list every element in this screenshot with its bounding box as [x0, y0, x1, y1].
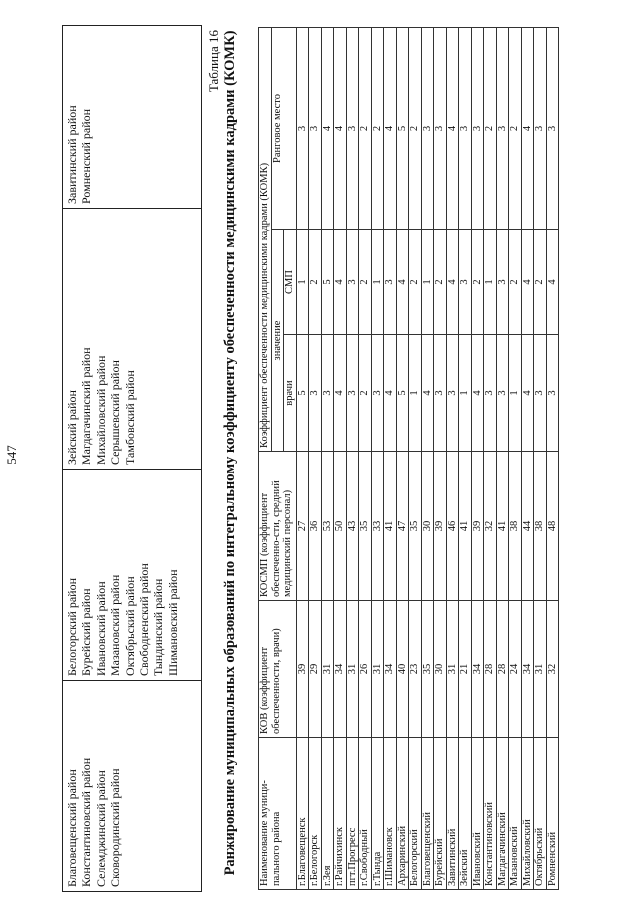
cell-name: Бурейский [434, 738, 447, 890]
cell-kov: 30 [434, 601, 447, 738]
cell-kov: 29 [309, 601, 322, 738]
cell-kov: 24 [509, 601, 522, 738]
table-row [421, 27, 434, 889]
cell-name: Мазановский [509, 738, 522, 890]
cell-smp: 1 [421, 230, 434, 335]
cell-rank: 2 [484, 27, 497, 229]
district-item: Сковородинский район [108, 768, 123, 887]
district-item: Константиновский район [79, 757, 94, 887]
cell-smp: 5 [321, 230, 334, 335]
district-group-3 [63, 209, 202, 470]
table-row [471, 27, 484, 889]
cell-kosmp: 43 [346, 452, 359, 601]
cell-rank: 4 [321, 27, 334, 229]
table-row [484, 27, 497, 889]
district-item: Мазановский район [108, 574, 123, 676]
table-row [309, 27, 322, 889]
cell-name: Зейский [459, 738, 472, 890]
table-row [534, 27, 547, 889]
district-item: Шимановский район [165, 569, 180, 676]
cell-doctors: 4 [521, 335, 534, 452]
cell-name: г.Зея [321, 738, 334, 890]
cell-rank: 2 [359, 27, 372, 229]
district-item: Октябрьский район [122, 576, 137, 676]
header-rank: Ранговое место [271, 27, 296, 229]
cell-name: г.Свободный [359, 738, 372, 890]
cell-doctors: 3 [434, 335, 447, 452]
cell-name: г.Белогорск [309, 738, 322, 890]
table-row [434, 27, 447, 889]
cell-kov: 28 [496, 601, 509, 738]
cell-kov: 31 [446, 601, 459, 738]
cell-kosmp: 53 [321, 452, 334, 601]
cell-doctors: 4 [421, 335, 434, 452]
ranking-table-body [296, 27, 559, 889]
cell-kov: 34 [521, 601, 534, 738]
cell-doctors: 5 [396, 335, 409, 452]
cell-name: г.Тында [371, 738, 384, 890]
cell-rank: 4 [521, 27, 534, 229]
cell-kov: 31 [534, 601, 547, 738]
ranking-table [258, 27, 559, 890]
cell-smp: 2 [471, 230, 484, 335]
cell-name: г.Благовещенск [296, 738, 309, 890]
cell-rank: 4 [384, 27, 397, 229]
cell-smp: 2 [409, 230, 422, 335]
cell-doctors: 2 [359, 335, 372, 452]
cell-name: Ивановский [471, 738, 484, 890]
district-group-4 [63, 26, 202, 209]
district-group-1 [63, 681, 202, 892]
cell-rank: 3 [434, 27, 447, 229]
cell-doctors: 4 [471, 335, 484, 452]
cell-smp: 4 [396, 230, 409, 335]
table-row [359, 27, 372, 889]
district-groups-row [63, 26, 202, 892]
cell-kosmp: 36 [309, 452, 322, 601]
cell-name: Магдагачинский [496, 738, 509, 890]
cell-kov: 31 [346, 601, 359, 738]
header-value: значение [271, 230, 284, 452]
table-row [334, 27, 347, 889]
ranking-table-header [259, 27, 297, 889]
district-groups-table [62, 25, 202, 892]
cell-smp: 2 [359, 230, 372, 335]
table-row [459, 27, 472, 889]
cell-kosmp: 30 [421, 452, 434, 601]
table-row [346, 27, 359, 889]
cell-smp: 2 [534, 230, 547, 335]
cell-doctors: 5 [296, 335, 309, 452]
cell-name: Завитинский [446, 738, 459, 890]
cell-smp: 1 [484, 230, 497, 335]
cell-kosmp: 39 [434, 452, 447, 601]
cell-kosmp: 48 [546, 452, 559, 601]
cell-kov: 32 [546, 601, 559, 738]
cell-name: г.Шимановск [384, 738, 397, 890]
cell-rank: 3 [534, 27, 547, 229]
cell-kov: 28 [484, 601, 497, 738]
cell-doctors: 3 [534, 335, 547, 452]
cell-name: Константиновский [484, 738, 497, 890]
district-item: Свободненский район [137, 563, 152, 676]
cell-doctors: 3 [309, 335, 322, 452]
cell-rank: 3 [496, 27, 509, 229]
cell-name: Ромненский [546, 738, 559, 890]
cell-kov: 34 [334, 601, 347, 738]
cell-kov: 23 [409, 601, 422, 738]
district-item: Зейский район [65, 390, 79, 465]
table-number: Таблица 16 [206, 30, 221, 93]
district-item: Благовещенский район [65, 769, 79, 887]
district-item: Завитинский район [65, 105, 79, 204]
header-smp: СМП [284, 230, 297, 335]
cell-rank: 5 [396, 27, 409, 229]
cell-rank: 3 [459, 27, 472, 229]
cell-kov: 26 [359, 601, 372, 738]
district-group-2 [63, 470, 202, 681]
district-item: Михайловский район [93, 355, 108, 465]
cell-doctors: 3 [496, 335, 509, 452]
cell-doctors: 3 [446, 335, 459, 452]
cell-smp: 1 [371, 230, 384, 335]
cell-kov: 34 [384, 601, 397, 738]
cell-kosmp: 41 [384, 452, 397, 601]
table-row [546, 27, 559, 889]
cell-smp: 3 [496, 230, 509, 335]
cell-doctors: 1 [409, 335, 422, 452]
table-row [409, 27, 422, 889]
table-row [509, 27, 522, 889]
cell-kosmp: 27 [296, 452, 309, 601]
header-kov: КОВ (коэффициент обеспеченности, врачи) [259, 601, 297, 738]
cell-name: Михайловский [521, 738, 534, 890]
table-title: Ранжирование муниципальных образований по интегральному коэффициенту обеспеченности медицинскими кадрами (КОМК) [222, 30, 238, 876]
cell-smp: 3 [459, 230, 472, 335]
cell-kosmp: 32 [484, 452, 497, 601]
cell-name: г.Райчихинск [334, 738, 347, 890]
cell-kov: 34 [471, 601, 484, 738]
page-number: 547 [4, 445, 19, 465]
cell-rank: 3 [471, 27, 484, 229]
district-item: Тындинский район [151, 578, 166, 676]
cell-kosmp: 41 [459, 452, 472, 601]
cell-rank: 2 [371, 27, 384, 229]
cell-kosmp: 39 [471, 452, 484, 601]
district-item: Бурейский район [79, 588, 94, 676]
cell-smp: 3 [346, 230, 359, 335]
cell-doctors: 3 [321, 335, 334, 452]
table-row [521, 27, 534, 889]
cell-kosmp: 47 [396, 452, 409, 601]
cell-rank: 3 [346, 27, 359, 229]
cell-kosmp: 44 [521, 452, 534, 601]
cell-smp: 4 [546, 230, 559, 335]
header-doctors: врачи [284, 335, 297, 452]
cell-kosmp: 38 [534, 452, 547, 601]
cell-doctors: 1 [509, 335, 522, 452]
cell-doctors: 1 [459, 335, 472, 452]
cell-kov: 35 [421, 601, 434, 738]
cell-kov: 39 [296, 601, 309, 738]
header-kosmp: КОСМП (коэффициент обеспеченно-сти, средний медицинский персонал) [259, 452, 297, 601]
cell-name: Архаринский [396, 738, 409, 890]
cell-doctors: 4 [384, 335, 397, 452]
cell-rank: 3 [296, 27, 309, 229]
cell-kov: 31 [321, 601, 334, 738]
cell-rank: 3 [546, 27, 559, 229]
cell-name: Благовещенский [421, 738, 434, 890]
district-item: Магдагачинский район [79, 347, 94, 465]
district-item: Ивановский район [93, 581, 108, 676]
cell-smp: 4 [334, 230, 347, 335]
cell-smp: 2 [509, 230, 522, 335]
cell-smp: 3 [384, 230, 397, 335]
cell-smp: 2 [434, 230, 447, 335]
cell-kosmp: 38 [509, 452, 522, 601]
cell-kosmp: 50 [334, 452, 347, 601]
district-item: Серышевский район [108, 360, 123, 465]
cell-doctors: 3 [546, 335, 559, 452]
cell-kosmp: 46 [446, 452, 459, 601]
cell-name: Октябрьский [534, 738, 547, 890]
cell-kosmp: 35 [409, 452, 422, 601]
table-row [296, 27, 309, 889]
table-row [496, 27, 509, 889]
district-item: Белогорский район [65, 578, 79, 676]
district-item: Селемджинский район [93, 770, 108, 887]
cell-rank: 4 [334, 27, 347, 229]
cell-rank: 4 [446, 27, 459, 229]
table-row [321, 27, 334, 889]
cell-doctors: 3 [484, 335, 497, 452]
cell-kov: 21 [459, 601, 472, 738]
cell-doctors: 3 [371, 335, 384, 452]
header-name: Наименование муници-пального района [259, 738, 297, 890]
district-item: Ромненский район [79, 108, 94, 204]
cell-rank: 2 [409, 27, 422, 229]
cell-smp: 1 [296, 230, 309, 335]
table-row [384, 27, 397, 889]
cell-doctors: 4 [334, 335, 347, 452]
header-komk: Коэффициент обеспеченности медицинскими кадрами (КОМК) [259, 27, 272, 451]
cell-kov: 40 [396, 601, 409, 738]
table-row [371, 27, 384, 889]
table-row [446, 27, 459, 889]
cell-smp: 4 [521, 230, 534, 335]
cell-name: пгт.Прогресс [346, 738, 359, 890]
cell-kov: 31 [371, 601, 384, 738]
cell-rank: 3 [421, 27, 434, 229]
cell-doctors: 3 [346, 335, 359, 452]
cell-name: Белогорский [409, 738, 422, 890]
district-item: Тамбовский район [122, 370, 137, 465]
cell-rank: 2 [509, 27, 522, 229]
cell-kosmp: 33 [371, 452, 384, 601]
cell-kosmp: 35 [359, 452, 372, 601]
table-row [396, 27, 409, 889]
cell-kosmp: 41 [496, 452, 509, 601]
cell-rank: 3 [309, 27, 322, 229]
cell-smp: 2 [309, 230, 322, 335]
cell-smp: 4 [446, 230, 459, 335]
